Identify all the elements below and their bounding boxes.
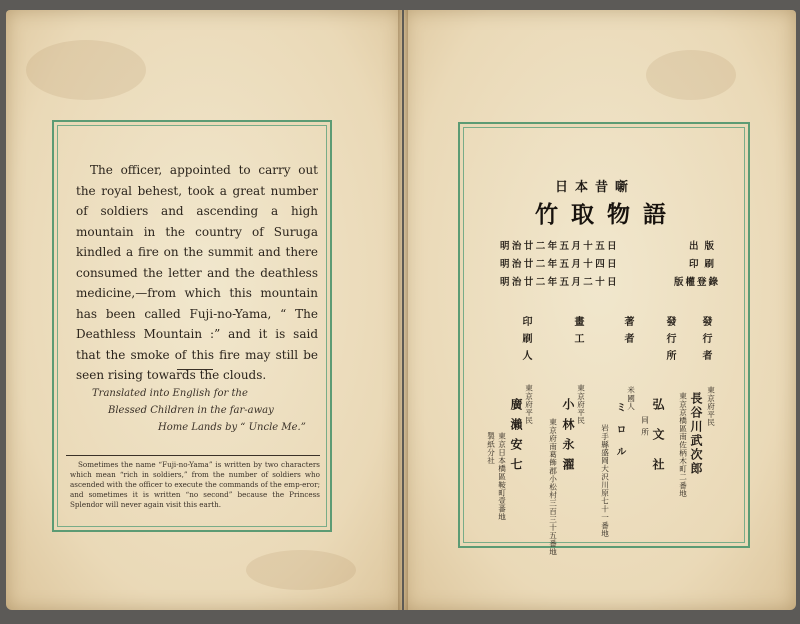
publisher-prefecture: 東京府平民 [706,386,716,427]
credit-line-2: Blessed Children in the far-away [108,405,274,416]
paper-stain [246,550,356,590]
date-row-copyright [500,274,720,288]
book-gutter [398,10,408,610]
author-address: 岩手縣盛岡大沢川原七十一番地 [600,424,610,538]
date-row-print [500,256,720,270]
footnote [70,460,320,510]
publish-label: 出版 [688,241,720,252]
credit-line-3: Home Lands by “ Uncle Me.” [158,422,306,433]
printer-company: 製紙分社 [486,432,496,465]
copyright-label: 版權登錄 [673,277,720,288]
engraver-address: 東京府南葛飾郡小松村三百三十五番地 [548,418,558,556]
engraver-name: 小林永濯 [561,398,575,478]
story-paragraph: The officer, appointed to carry out the royal behest, took a great number of soldiers and ascending a high mountain in the country of Suruga kindled a fire on the summit and there consumed the letter and the deathless medicine,—from which this mountain has been called Fuji-no-Yama, “ The Deathless Mountain :” and it is said that the smoke of this fire may still be seen rising towards the clouds. [76,163,318,382]
publisher-address: 東京京橋區南佐柄木町二番地 [678,392,688,498]
credit-line-1: Translated into English for the [92,388,248,399]
author-nationality: 米國人 [626,386,636,411]
publish-date: 明治廿二年五月十五日 [500,241,620,252]
printer-name: 廣瀨安七 [509,398,523,478]
publishing-house-name: 弘文社 [651,398,665,488]
short-divider [177,369,213,370]
date-row-publish [500,238,720,252]
role-publisher: 發行者 [700,316,711,367]
role-publishing-house: 發行所 [664,316,675,367]
publishing-house-location: 同所 [640,416,650,440]
engraver-prefecture: 東京府平民 [576,384,586,425]
print-date: 明治廿二年五月十四日 [500,259,620,270]
role-engraver: 畫工 [572,316,583,350]
paper-stain [26,40,146,100]
book-title: 竹取物語 [535,201,679,228]
printer-prefecture: 東京府平民 [524,384,534,425]
author-name: ミロル [614,402,625,468]
role-printer: 印刷人 [520,316,531,367]
print-label: 印刷 [688,259,720,270]
publisher-name: 長谷川武次郎 [689,392,703,476]
copyright-date: 明治廿二年五月二十日 [500,277,620,288]
role-author: 著者 [622,316,633,350]
printer-address: 東京日本橋區鞍町壹番地 [497,432,507,522]
footnote-text: Sometimes the name “Fuji-no-Yama” is written by two characters which mean “rich in soldiers,” from the number of soldiers who ascended with the officer to execute the commands of the emp-eror; and sometimes it is written “no second” because the Princess Splendor will never again visit this earth. [70,460,320,509]
footnote-divider [66,455,320,456]
series-title: 日本昔噺 [554,180,635,195]
paper-stain [646,50,736,100]
